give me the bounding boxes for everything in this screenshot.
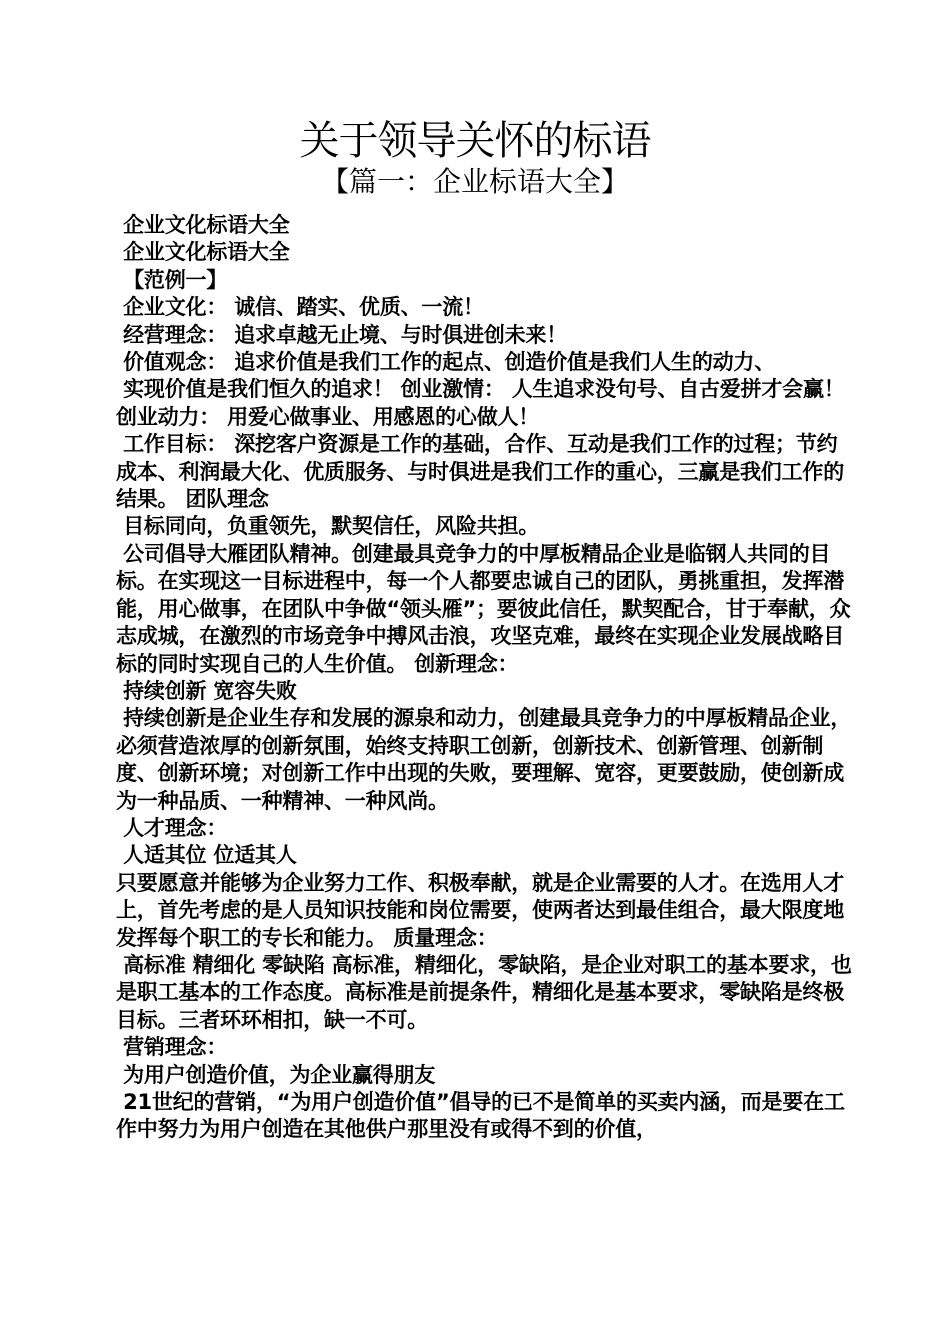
paragraph: 营销理念： xyxy=(116,1035,228,1060)
paragraph: 企业文化标语大全 xyxy=(116,213,290,237)
document-body xyxy=(116,212,856,1144)
paragraph: 工作目标： 深挖客户资源是工作的基础，合作、互动是我们工作的过程；节约成本、利润最大化、优质服务、与时俱进是我们工作的重心，三赢是我们工作的结果。 团队理念 xyxy=(116,432,844,512)
paragraph: 实现价值是我们恒久的追求！ 创业激情： 人生追求没句号、自古爱拼才会赢！ 创业动力： 用爱心做事业、用感恩的心做人！ xyxy=(116,377,852,429)
paragraph: 目标同向，负重领先，默契信任，风险共担。 xyxy=(116,514,540,539)
paragraph: 【范例一】 xyxy=(116,267,228,292)
paragraph: 21世纪的营销，“为用户创造价值”倡导的已不是简单的买卖内涵，而是要在工作中努力为用户创造在其他供户那里没有或得不到的价值， xyxy=(116,1090,845,1142)
paragraph: 经营理念： 追求卓越无止境、与时俱进创未来！ xyxy=(116,322,568,347)
paragraph: 高标准 精细化 零缺陷 高标准，精细化，零缺陷，是企业对职工的基本要求，也是职工基本的工作态度。高标准是前提条件，精细化是基本要求，零缺陷是终极目标。三者环环相扣，缺一不可。 xyxy=(116,952,852,1032)
paragraph: 只要愿意并能够为企业努力工作、积极奉献，就是企业需要的人才。在选用人才上，首先考虑的是人员知识技能和岗位需要，使两者达到最佳组合，最大限度地发挥每个职工的专长和能力。 质量理念： xyxy=(116,870,844,950)
paragraph: 持续创新 宽容失败 xyxy=(116,678,297,703)
paragraph: 企业文化标语大全 xyxy=(116,240,290,265)
paragraph: 持续创新是企业生存和发展的源泉和动力，创建最具竞争力的中厚板精品企业，必须营造浓厚的创新氛围，始终支持职工创新，创新技术、创新管理、创新制度、创新环境；对创新工作中出现的失败，要理解、宽容，更要鼓励，使创新成为一种品质、一种精神、一种风尚。 xyxy=(116,706,852,813)
paragraph: 价值观念： 追求价值是我们工作的起点、创造价值是我们人生的动力、 xyxy=(116,350,776,375)
paragraph: 公司倡导大雁团队精神。创建最具竞争力的中厚板精品企业是临钢人共同的目标。在实现这一目标进程中，每一个人都要忠诚自己的团队，勇挑重担，发挥潜能，用心做事，在团队中争做“领头雁”；要彼此信任，默契配合，甘于奉献，众志成城，在激烈的市场竞争中搏风击浪，攻坚克难，最终在实现企业发展战略目标的同时实现自己的人生价值。 创新理念： xyxy=(116,541,851,676)
paragraph: 企业文化： 诚信、踏实、优质、一流！ xyxy=(116,295,484,320)
paragraph: 为用户创造价值，为企业赢得朋友 xyxy=(116,1062,436,1087)
document-subtitle: 【篇一：企业标语大全】 xyxy=(320,165,629,198)
paragraph: 人才理念： xyxy=(116,815,228,840)
paragraph: 人适其位 位适其人 xyxy=(116,843,297,868)
document-title: 关于领导关怀的标语 xyxy=(299,118,651,164)
